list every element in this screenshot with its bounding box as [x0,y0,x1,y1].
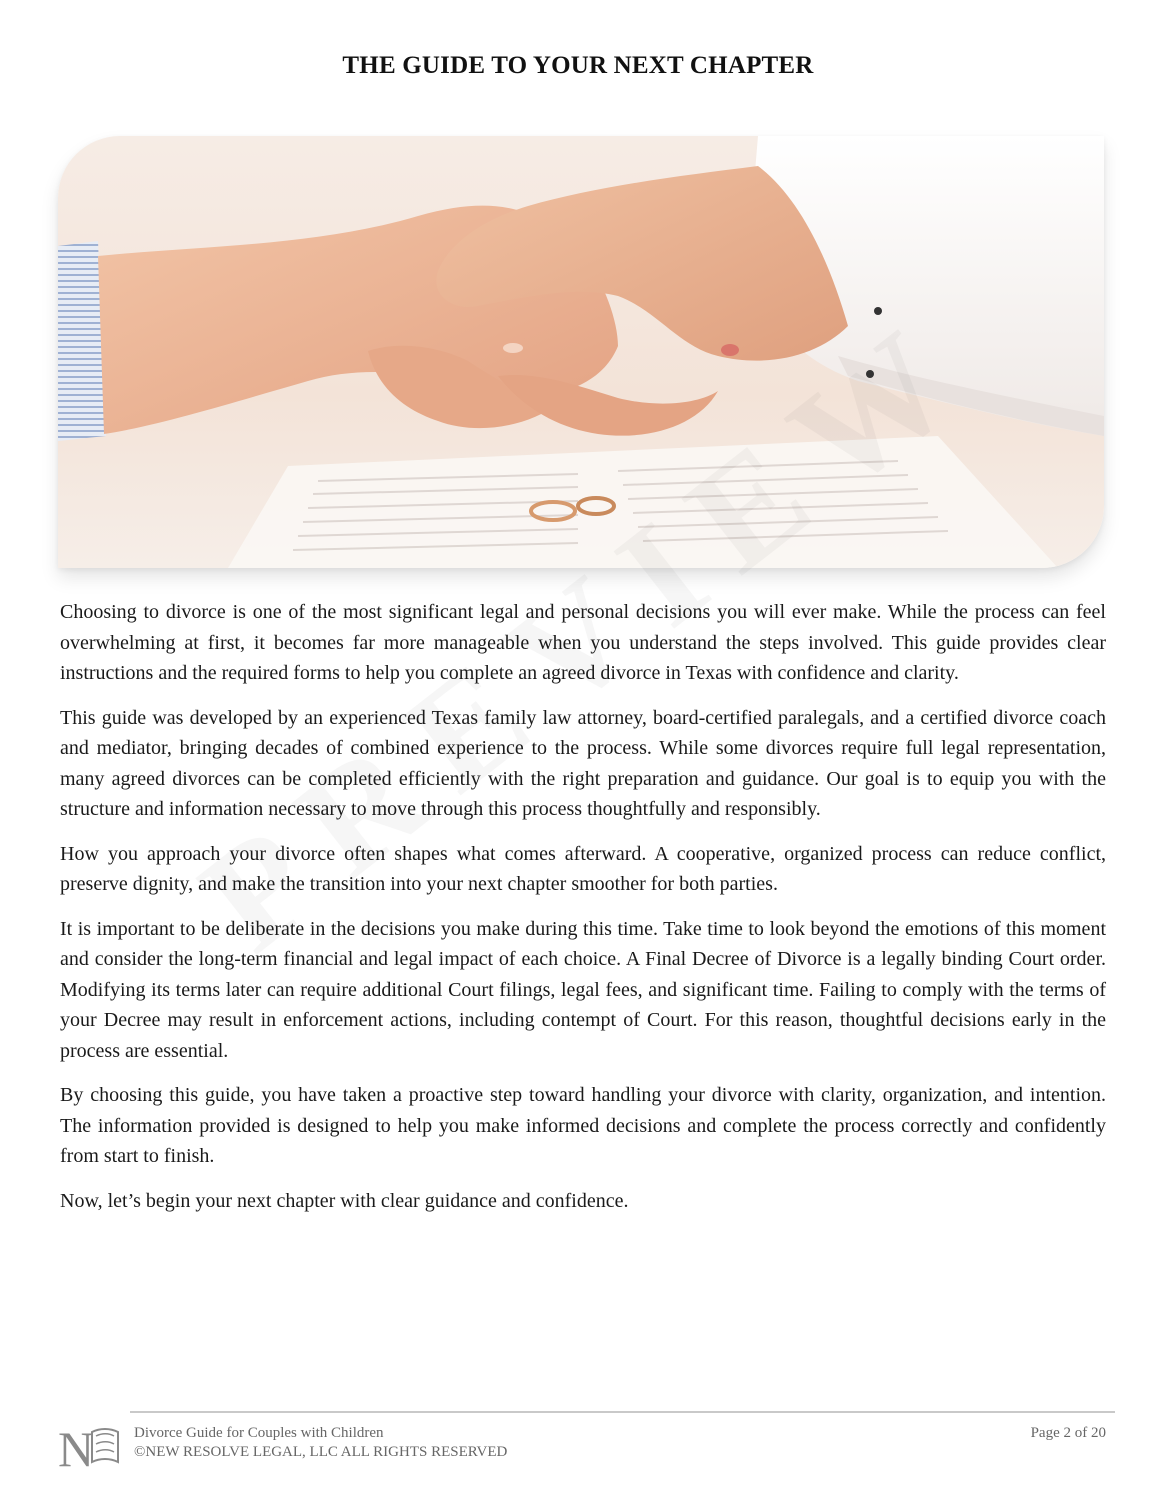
paragraph-1: Choosing to divorce is one of the most significant legal and personal decisions you will ever make. While the process can feel overwhelming at first, it becomes far more manageable when you understand the steps involved. This guide provides clear instructions and the required forms to help you complete an agreed divorce in Texas with confidence and clarity. [60,601,1106,684]
paragraph-3: How you approach your divorce often shapes what comes afterward. A cooperative, organized process can reduce conflict, preserve dignity, and make the transition into your next chapter smoother for both parties. [60,842,1106,895]
paragraph-6: Now, let’s begin your next chapter with clear guidance and confidence. [60,1189,629,1212]
handshake-with-wedding-rings-photo [58,136,1104,568]
page-title: THE GUIDE TO YOUR NEXT CHAPTER [342,52,814,79]
paragraph-4: It is important to be deliberate in the decisions you make during this time. Take time to look beyond the emotions of this moment and consider the long-term financial and legal impact of each choice. A Final Decree of Divorce is a legally binding Court order. Modifying its terms later can require additional Court filings, legal fees, and significant time. Failing to comply with the terms of your Decree may result in enforcement actions, including contempt of Court. For this reason, thoughtful decisions early in the process are essential. [60,917,1106,1062]
footer-guide-title: Divorce Guide for Couples with Children [134,1425,384,1441]
hero-image [58,136,1104,568]
body-text [60,597,1106,1230]
paragraph-5: By choosing this guide, you have taken a proactive step toward handling your divorce with clarity, organization, and intention. The information provided is designed to help you make informed decisions and complete the process correctly and confidently from start to finish. [60,1084,1106,1167]
paragraph-2: This guide was developed by an experienced Texas family law attorney, board-certified paralegals, and a certified divorce coach and mediator, bringing decades of combined experience to the process. While some divorces require full legal representation, many agreed divorces can be completed efficiently with the right preparation and guidance. Our goal is to equip you with the structure and information necessary to move through this process thoughtfully and responsibly. [60,706,1106,820]
book-logo-icon [58,1422,124,1472]
footer-copyright: ©NEW RESOLVE LEGAL, LLC ALL RIGHTS RESERVED [134,1444,508,1460]
logo-letter: N [58,1422,95,1472]
footer-info [134,1424,507,1462]
footer-divider [130,1411,1115,1413]
page-number: Page 2 of 20 [1030,1425,1106,1441]
